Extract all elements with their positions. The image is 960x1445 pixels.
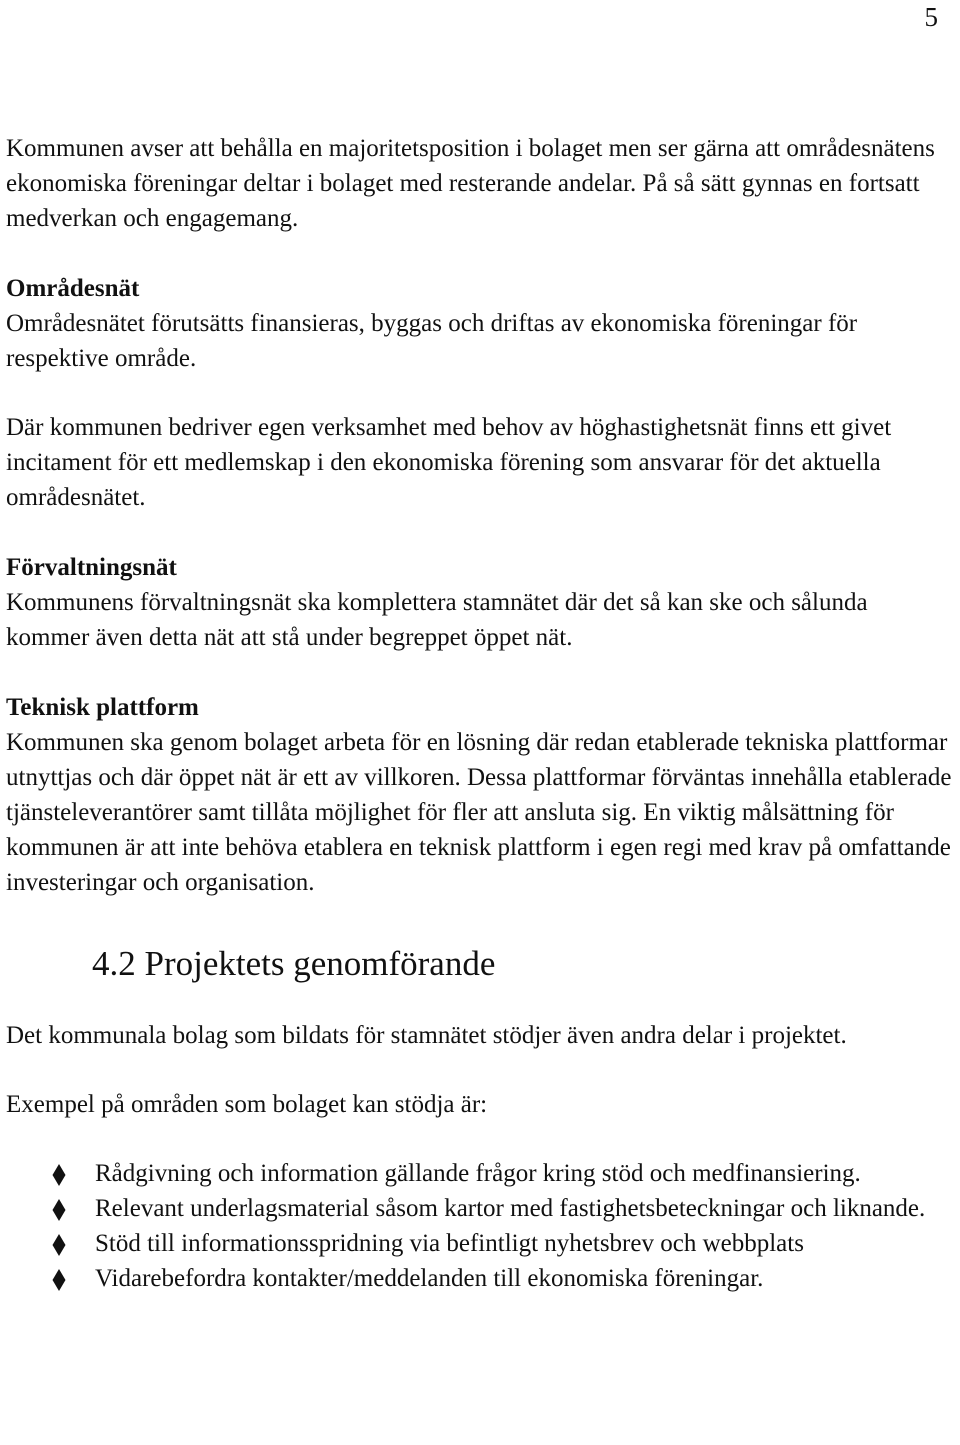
teknisk-plattform-paragraph: Kommunen ska genom bolaget arbeta för en lösning där redan etablerade tekniska plattformar utnyttjas och där öppet nät är ett av villkoren. Dessa plattformar förväntas innehålla etablerade tjänsteleverantörer samt tillåta möjlighet för fler att ansluta sig. En viktig målsättning för kommunen är att inte behöva etablera en teknisk plattform i egen regi med krav på omfattande investeringar och organisation. [6,729,952,896]
section-paragraph-1: Det kommunala bolag som bildats för stamnätet stödjer även andra delar i projektet. [6,1022,847,1049]
list-item-text: Relevant underlagsmaterial såsom kartor med fastighetsbeteckningar och liknande. [95,1195,926,1222]
omradesnat-paragraph: Områdesnätet förutsätts finansieras, byggas och driftas av ekonomiska föreningar för respektive område. [6,310,858,372]
list-item [6,1156,956,1191]
list-item [6,1191,956,1226]
heading-omradesnat: Områdesnät [6,275,140,302]
heading-forvaltningsnat: Förvaltningsnät [6,554,177,581]
heading-teknisk-plattform: Teknisk plattform [6,694,199,721]
forvaltningsnat-paragraph: Kommunens förvaltningsnät ska komplettera stamnätet där det så kan ske och sålunda kommer även detta nät att stå under begreppet öppet nät. [6,589,868,651]
intro-paragraph: Kommunen avser att behålla en majoritetsposition i bolaget men ser gärna att områdesnätens ekonomiska föreningar deltar i bolaget med resterande andelar. På så sätt gynnas en fortsatt medverkan och engagemang. [6,135,935,232]
list-item-text: Rådgivning och information gällande frågor kring stöd och medfinansiering. [95,1160,861,1187]
list-item [6,1226,956,1261]
support-areas-list [6,1156,956,1296]
omradesnat-paragraph-2: Där kommunen bedriver egen verksamhet med behov av höghastighetsnät finns ett givet incitament för ett medlemskap i den ekonomiska förening som ansvarar för det aktuella områdesnätet. [6,414,892,511]
list-item-text: Stöd till informationsspridning via befintligt nyhetsbrev och webbplats [95,1230,804,1257]
list-item-text: Vidarebefordra kontakter/meddelanden till ekonomiska föreningar. [95,1265,764,1292]
section-title: 4.2 Projektets genomförande [92,944,496,983]
diamond-bullet-icon [52,1199,66,1221]
diamond-bullet-icon [52,1269,66,1291]
list-item [6,1261,956,1296]
document-body [6,131,956,1296]
page-number: 5 [924,2,938,32]
diamond-bullet-icon [52,1164,66,1186]
diamond-bullet-icon [52,1234,66,1256]
section-paragraph-2: Exempel på områden som bolaget kan stödja är: [6,1091,488,1118]
